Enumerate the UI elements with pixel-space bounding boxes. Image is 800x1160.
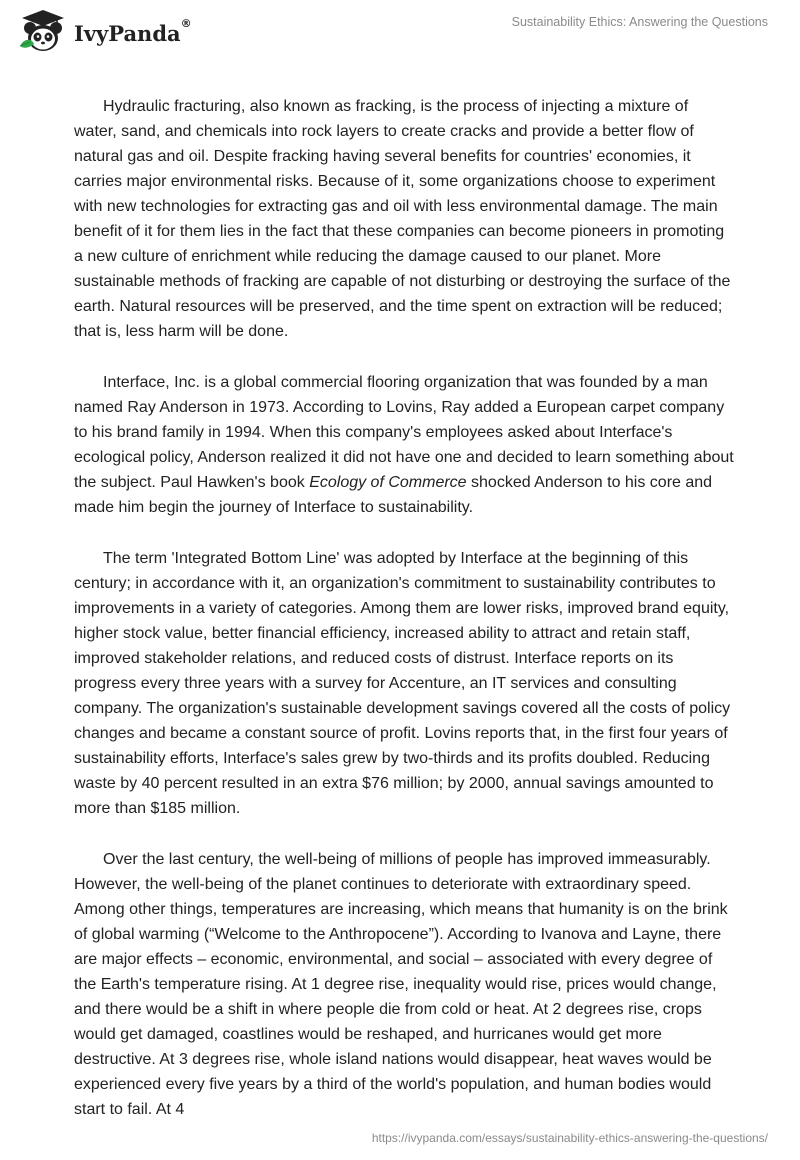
source-url[interactable]: https://ivypanda.com/essays/sustainability-ethics-answering-the-questions/	[371, 1131, 768, 1145]
essay-body	[74, 94, 734, 1148]
paragraph	[74, 94, 734, 344]
panda-logo-icon	[14, 8, 72, 54]
document-title: Sustainability Ethics: Answering the Questions	[511, 15, 768, 29]
logo-wordmark: IvyPanda®	[74, 16, 192, 46]
page-header	[0, 0, 800, 60]
paragraph-text: Hydraulic fracturing, also known as fracking, is the process of injecting a mixture of water, sand, and chemicals into rock layers to create cracks and provide a better flow of natural gas and oil. Despite fracking having several benefits for countries' economies, it carries major environmental risks. Because of it, some organizations choose to experiment with new technologies for extracting gas and oil with less environmental damage. The main benefit of it for them lies in the fact that these companies can become pioneers in promoting a new culture of enrichment while reducing the damage caused to our planet. More sustainable methods of fracking are capable of not disturbing or destroying the surface of the earth. Natural resources will be preserved, and the time spent on extraction will be reduced; that is, less harm will be done.	[74, 98, 731, 340]
paragraph-text: Over the last century, the well-being of millions of people has improved immeasurably. However, the well-being of the planet continues to deteriorate with extraordinary speed. Among other things, temperatures are increasing, which means that humanity is on the brink of global warming (“Welcome to the Anthropocene”). According to Ivanova and Layne, there are major effects – economic, environmental, and social – associated with every degree of the Earth's temperature rising. At 1 degree rise, inequality would rise, prices would change, and there would be a shift in where people die from cold or heat. At 2 degrees rise, crops would get damaged, coastlines would be reshaped, and hurricanes would get more destructive. At 3 degrees rise, whole island nations would disappear, heat waves would be experienced every five years by a third of the world's population, and human bodies would start to fail. At 4	[74, 851, 728, 1118]
ivypanda-logo[interactable]	[14, 8, 192, 54]
paragraph-text: The term 'Integrated Bottom Line' was adopted by Interface at the beginning of this century; in accordance with it, an organization's commitment to sustainability contributes to improvements in a variety of categories. Among them are lower risks, improved brand equity, higher stock value, better financial efficiency, increased ability to attract and retain staff, improved stakeholder relations, and reduced costs of distrust. Interface reports on its progress every three years with a survey for Accenture, an IT services and consulting company. The organization's sustainable development savings covered all the costs of policy changes and became a constant source of profit. Lovins reports that, in the first four years of sustainability efforts, Interface's sales grew by two-thirds and its profits doubled. Reducing waste by 40 percent resulted in an extra $76 million; by 2000, annual savings amounted to more than $185 million.	[74, 550, 731, 817]
paragraph	[74, 546, 734, 821]
book-title: Ecology of Commerce	[309, 474, 467, 491]
paragraph-text: shocked Anderson to his core and made him begin the journey of Interface to sustainability.	[74, 474, 713, 516]
registered-mark: ®	[180, 16, 192, 30]
paragraph	[74, 370, 734, 520]
paragraph	[74, 847, 734, 1122]
paragraph-text: Interface, Inc. is a global commercial flooring organization that was founded by a man named Ray Anderson in 1973. According to Lovins, Ray added a European carpet company to his brand family in 1994. When this company's employees asked about Interface's ecological policy, Anderson realized it did not have one and decided to learn something about the subject. Paul Hawken's book	[74, 374, 734, 491]
